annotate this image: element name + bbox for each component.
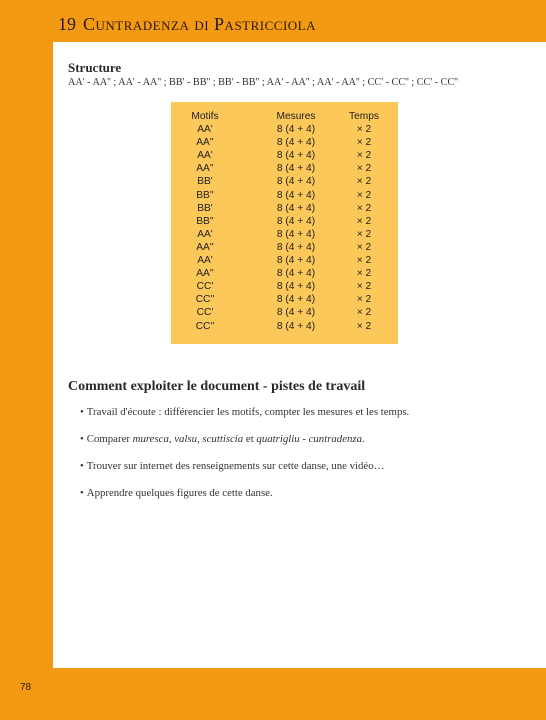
structure-heading: Structure <box>68 60 122 75</box>
table-cell-motif: BB'' <box>196 215 214 227</box>
bullet-text: Trouver sur internet des renseignements sur cette danse, une vidéo… <box>86 460 385 472</box>
section-heading: Comment exploiter le document - pistes de travail <box>68 379 366 394</box>
table-cell-mesures: 8 (4 + 4) <box>276 189 316 201</box>
bullet-text-italic: quatrigliu - cuntradenza <box>256 433 362 445</box>
bullet-dot-icon: • <box>80 433 84 445</box>
table-cell-motif: AA'' <box>196 137 214 149</box>
table-cell-motif: AA'' <box>196 268 214 280</box>
table-cell-motif: AA' <box>197 228 213 240</box>
bullet-text: Comparer <box>86 433 133 445</box>
table-cell-mesures: 8 (4 + 4) <box>276 281 316 293</box>
table-cell-temps: × 2 <box>356 307 372 319</box>
structure-table <box>171 102 398 344</box>
table-cell-temps: × 2 <box>356 255 372 266</box>
table-header-motifs: Motifs <box>191 111 219 122</box>
table-cell-mesures: 8 (4 + 4) <box>276 202 316 214</box>
bullet-text-italic: muresca, valsu, scuttiscia <box>132 433 244 445</box>
table-cell-mesures: 8 (4 + 4) <box>276 215 316 227</box>
table-cell-mesures: 8 (4 + 4) <box>276 241 316 253</box>
table-cell-motif: CC' <box>196 281 214 293</box>
bullet-dot-icon: • <box>80 406 84 418</box>
table-cell-temps: × 2 <box>356 294 372 306</box>
page-number: 78 <box>20 682 32 693</box>
table-cell-mesures: 8 (4 + 4) <box>276 163 316 175</box>
bullet-text: et <box>243 433 257 445</box>
bullet-text: Travail d'écoute : différencier les motifs, compter les mesures et les temps. <box>86 406 410 418</box>
table-cell-mesures: 8 (4 + 4) <box>276 294 316 306</box>
table-cell-motif: AA'' <box>196 163 214 175</box>
table-cell-mesures: 8 (4 + 4) <box>276 228 316 240</box>
table-cell-mesures: 8 (4 + 4) <box>276 176 316 188</box>
table-cell-temps: × 2 <box>356 281 372 293</box>
table-cell-motif: BB' <box>197 176 213 188</box>
table-cell-motif: AA'' <box>196 241 214 253</box>
bullet-item <box>80 460 384 472</box>
bullet-item <box>80 433 365 445</box>
table-cell-mesures: 8 (4 + 4) <box>276 150 316 162</box>
bullet-item <box>80 487 273 499</box>
table-cell-temps: × 2 <box>356 241 372 253</box>
table-header-temps: Temps <box>348 111 379 122</box>
chapter-title <box>58 14 316 35</box>
table-cell-motif: BB' <box>197 202 213 214</box>
table-cell-mesures: 8 (4 + 4) <box>276 320 316 332</box>
table-cell-temps: × 2 <box>356 150 372 162</box>
table-cell-motif: BB'' <box>196 189 214 201</box>
bullet-dot-icon: • <box>80 460 84 472</box>
table-cell-temps: × 2 <box>356 137 372 149</box>
bullet-item <box>80 406 409 418</box>
table-cell-temps: × 2 <box>356 163 372 175</box>
chapter-number: 19 <box>58 14 76 34</box>
bullet-dot-icon: • <box>80 487 84 499</box>
table-cell-motif: CC'' <box>195 320 215 332</box>
structure-sequence: AA' - AA'' ; AA' - AA'' ; BB' - BB'' ; BB' - BB'' ; AA' - AA'' ; AA' - AA'' ; CC' - CC'' ; CC' - CC'' <box>68 77 458 88</box>
table-cell-mesures: 8 (4 + 4) <box>276 124 316 135</box>
table-cell-mesures: 8 (4 + 4) <box>276 268 316 280</box>
table-cell-temps: × 2 <box>356 215 372 227</box>
bullet-text: Apprendre quelques figures de cette danse. <box>86 487 273 499</box>
table-cell-motif: AA' <box>197 255 213 266</box>
table-cell-temps: × 2 <box>356 176 372 188</box>
table-cell-temps: × 2 <box>356 189 372 201</box>
table-cell-temps: × 2 <box>356 124 372 135</box>
table-cell-motif: AA' <box>197 150 213 162</box>
page-header <box>0 0 546 42</box>
bullet-text: . <box>362 433 365 445</box>
table-cell-temps: × 2 <box>356 268 372 280</box>
table-cell-motif: CC' <box>196 307 214 319</box>
table-cell-motif: CC'' <box>195 294 215 306</box>
table-cell-mesures: 8 (4 + 4) <box>276 255 316 266</box>
table-cell-mesures: 8 (4 + 4) <box>276 137 316 149</box>
table-cell-motif: AA' <box>197 124 213 135</box>
table-cell-mesures: 8 (4 + 4) <box>276 307 316 319</box>
table-cell-temps: × 2 <box>356 202 372 214</box>
table-cell-temps: × 2 <box>356 228 372 240</box>
table-cell-temps: × 2 <box>356 320 372 332</box>
table-header-mesures: Mesures <box>276 111 316 122</box>
chapter-name: Cuntradenza di Pastricciola <box>83 14 317 34</box>
